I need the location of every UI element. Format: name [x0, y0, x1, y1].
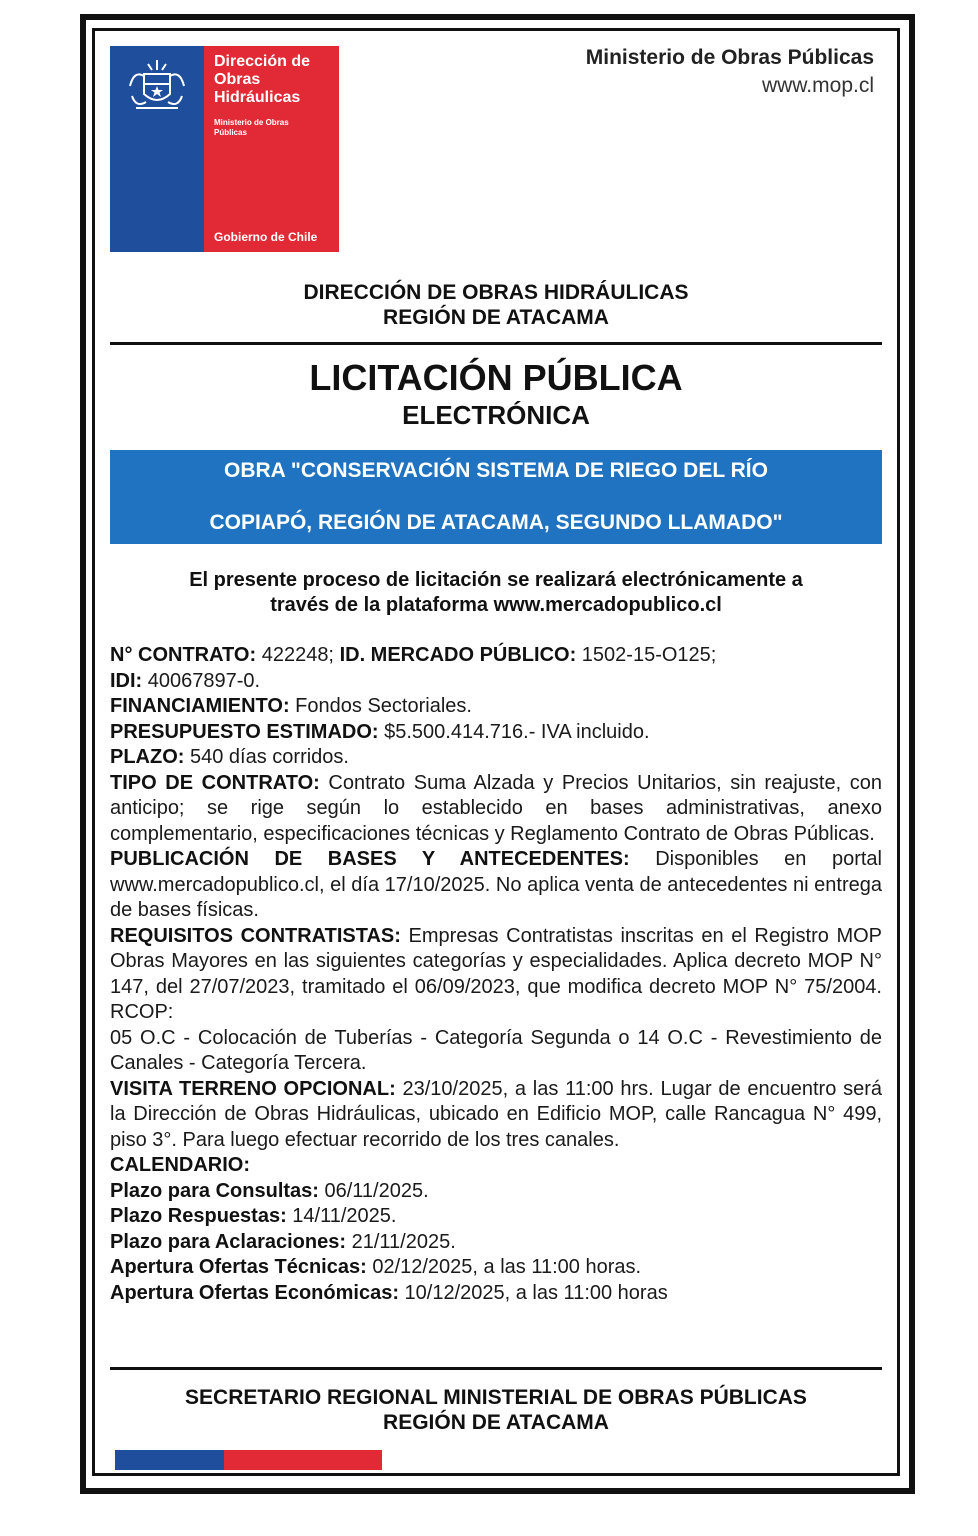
- term-label: PLAZO:: [110, 746, 185, 768]
- logo-title: [214, 53, 310, 107]
- logo-title-line3: Hidráulicas: [214, 89, 301, 106]
- project-banner-line2: COPIAPÓ, REGIÓN DE ATACAMA, SEGUNDO LLAMADO": [209, 511, 783, 534]
- logo-subtitle: [214, 118, 324, 138]
- page-title: LICITACIÓN PÚBLICA: [309, 357, 683, 398]
- financing-row: [110, 694, 882, 720]
- logo-subtitle-line1: Ministerio de Obras: [214, 118, 289, 127]
- electronic-process-notice: [110, 568, 882, 618]
- economic-opening-row: [110, 1281, 882, 1307]
- contract-ids: [110, 643, 882, 669]
- site-visit-value: 23/10/2025, a las 11:00 hrs. Lugar de encuentro será la Dirección de Obras Hidráulicas, ubicado en Edificio MOP, calle Rancagua N° 499, piso 3°. Para luego efectuar recorrido de los tres canales.: [110, 1077, 882, 1151]
- logo-title-line2: Obras: [214, 71, 261, 88]
- term-value: 540 días corridos.: [184, 746, 349, 768]
- respuestas-label: Plazo Respuestas:: [110, 1205, 287, 1227]
- mercado-publico-id-label: ID. MERCADO PÚBLICO:: [339, 644, 577, 666]
- logo-gobierno-de-chile: Gobierno de Chile: [214, 230, 318, 244]
- financing-value: Fondos Sectoriales.: [289, 695, 472, 717]
- directorate-line1: DIRECCIÓN DE OBRAS HIDRÁULICAS: [303, 281, 689, 304]
- idi-value: 40067897-0.: [142, 669, 261, 692]
- divider-bottom: [110, 1367, 882, 1370]
- contract-type-label: TIPO DE CONTRATO:: [110, 771, 320, 794]
- project-banner-line1: OBRA "CONSERVACIÓN SISTEMA DE RIEGO DEL RÍO: [224, 459, 768, 482]
- logo-subtitle-line2: Públicas: [214, 128, 247, 137]
- contract-type-value: Contrato Suma Alzada y Precios Unitarios, sin reajuste, con anticipo; se rige según lo establecido en bases administrativas, anexo complementario, especificaciones técnicas y Reglamento Contrato de Obras Públicas.: [110, 771, 882, 845]
- signature-line1: SECRETARIO REGIONAL MINISTERIAL DE OBRAS PÚBLICAS: [185, 1386, 807, 1409]
- page-subtitle: ELECTRÓNICA: [402, 400, 590, 430]
- aclaraciones-row: [110, 1230, 882, 1256]
- requirements-categories: 05 O.C - Colocación de Tuberías - Categoría Segunda o 14 O.C - Revestimiento de Canales - Categoría Tercera.: [110, 1026, 882, 1074]
- economic-opening-value: 10/12/2025, a las 11:00 horas: [398, 1281, 668, 1304]
- signature-block: [110, 1385, 882, 1435]
- technical-opening-row: [110, 1255, 882, 1281]
- requirements-label: REQUISITOS CONTRATISTAS:: [110, 924, 401, 947]
- consultas-value: 06/11/2025.: [318, 1179, 429, 1202]
- respuestas-row: [110, 1204, 882, 1230]
- respuestas-value: 14/11/2025.: [286, 1205, 397, 1227]
- mercado-publico-id-value: 1502-15-O125;: [576, 644, 717, 666]
- technical-opening-value: 02/12/2025, a las 11:00 horas.: [366, 1256, 642, 1278]
- aclaraciones-value: 21/11/2025.: [346, 1230, 456, 1253]
- requirements-value: Empresas Contratistas inscritas en el Registro MOP Obras Mayores en las siguientes categorías y especialidades. Aplica decreto MOP N° 147, del 27/07/2023, tramitado el 06/09/2023, que modifica decreto MOP N° 75/2004. RCOP:: [110, 924, 882, 1023]
- publication-value: Disponibles en portal www.mercadopublico.cl, el día 17/10/2025. No aplica venta de antecedentes ni entrega de bases físicas.: [110, 848, 882, 921]
- idi-label: IDI:: [110, 669, 143, 692]
- site-visit-row: [110, 1077, 882, 1154]
- divider-top: [110, 342, 882, 345]
- consultas-row: [110, 1179, 882, 1205]
- budget-value: $5.500.414.716.- IVA incluido.: [378, 720, 650, 743]
- ministry-name: Ministerio de Obras Públicas: [585, 46, 874, 69]
- site-visit-label: VISITA TERRENO OPCIONAL:: [110, 1077, 396, 1100]
- financing-label: FINANCIAMIENTO:: [110, 695, 290, 717]
- flag-stripe-blue: [115, 1450, 224, 1470]
- idi-row: [110, 669, 882, 695]
- publication-row: [110, 847, 882, 924]
- contract-number-value: 422248;: [256, 644, 340, 666]
- contract-number-label: N° CONTRATO:: [110, 644, 257, 666]
- aclaraciones-label: Plazo para Aclaraciones:: [110, 1230, 347, 1253]
- signature-line2: REGIÓN DE ATACAMA: [383, 1411, 609, 1434]
- requirements-row: [110, 924, 882, 1026]
- technical-opening-label: Apertura Ofertas Técnicas:: [110, 1256, 367, 1278]
- contract-type-row: [110, 771, 882, 848]
- flag-stripe-red: [224, 1450, 382, 1470]
- project-banner: [110, 450, 882, 544]
- consultas-label: Plazo para Consultas:: [110, 1179, 319, 1202]
- logo-red-panel: [204, 46, 339, 252]
- ministry-header: [586, 46, 874, 98]
- calendar-label: CALENDARIO:: [110, 1154, 250, 1176]
- dirección-obras-hidráulicas-logo: [110, 46, 339, 252]
- logo-blue-panel: [110, 46, 204, 252]
- budget-row: [110, 720, 882, 746]
- directorate-heading: [110, 280, 882, 330]
- ministry-url: www.mop.cl: [761, 74, 874, 97]
- budget-label: PRESUPUESTO ESTIMADO:: [110, 720, 379, 743]
- term-row: [110, 745, 882, 771]
- notice-line2: través de la plataforma www.mercadopublico.cl: [270, 594, 722, 616]
- chile-coat-of-arms-icon: [122, 56, 192, 114]
- tender-details: [110, 643, 882, 1306]
- economic-opening-label: Apertura Ofertas Económicas:: [110, 1281, 399, 1304]
- notice-line1: El presente proceso de licitación se realizará electrónicamente a: [189, 569, 803, 591]
- publication-label: PUBLICACIÓN DE BASES Y ANTECEDENTES:: [110, 848, 630, 870]
- logo-title-line1: Dirección de: [214, 53, 311, 70]
- directorate-line2: REGIÓN DE ATACAMA: [383, 306, 609, 329]
- calendar-heading: [110, 1153, 882, 1179]
